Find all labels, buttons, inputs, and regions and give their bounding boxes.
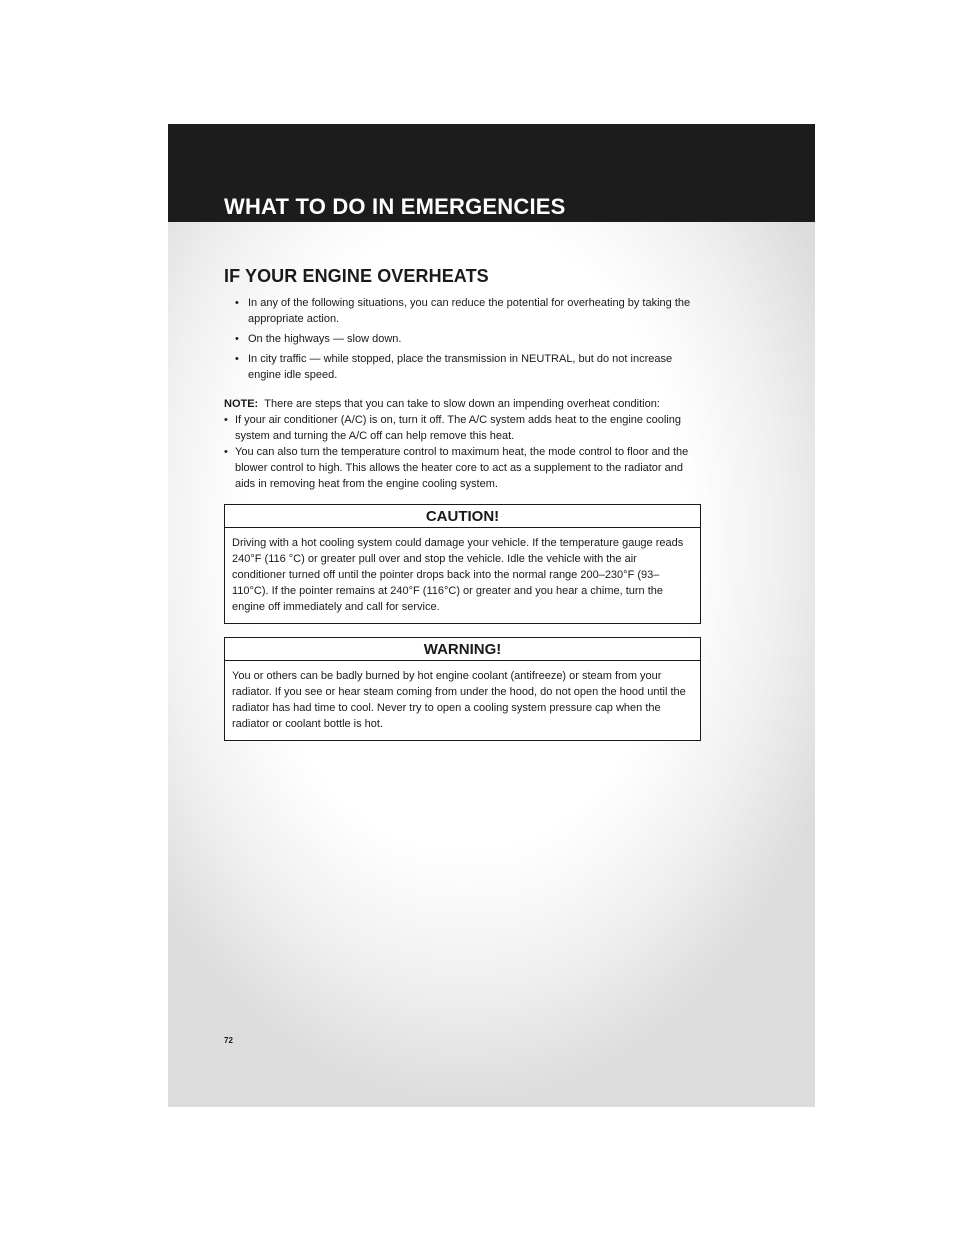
page-number: 72	[224, 1036, 233, 1045]
warning-title: WARNING!	[225, 638, 700, 661]
list-item: • If your air conditioner (A/C) is on, turn it off. The A/C system adds heat to the engine cooling system and turning the A/C off can help remove this heat.	[224, 412, 702, 444]
header-band	[168, 124, 815, 222]
caution-body: Driving with a hot cooling system could damage your vehicle. If the temperature gauge reads 240°F (116 °C) or greater pull over and stop the vehicle. Idle the vehicle with the air conditioner turned off until the pointer drops back into the normal range 200–230°F (93–110°C). If the pointer remains at 240°F (116°C) or greater and you hear a chime, turn the engine off immediately and call for service.	[232, 537, 684, 613]
topic-heading: IF YOUR ENGINE OVERHEATS	[224, 266, 489, 286]
note-paragraph	[224, 396, 702, 412]
note-label: NOTE:	[224, 398, 259, 410]
manual-page	[168, 124, 815, 1107]
list-item: • In any of the following situations, you can reduce the potential for overheating by taking the appropriate action.	[235, 295, 702, 327]
caution-title: CAUTION!	[225, 505, 700, 528]
warning-box	[224, 637, 701, 741]
caution-box	[224, 504, 701, 624]
note-text: There are steps that you can take to slow down an impending overheat condition:	[264, 398, 660, 410]
overheat-bullet-list	[224, 295, 702, 383]
list-item: • You can also turn the temperature control to maximum heat, the mode control to floor and the blower control to high. This allows the heater core to act as a supplement to the radiator and aids in removing heat from the engine cooling system.	[224, 444, 702, 492]
page-content	[224, 266, 702, 741]
list-item: • In city traffic — while stopped, place the transmission in NEUTRAL, but do not increase engine idle speed.	[235, 351, 702, 383]
note-bullet-list	[224, 412, 702, 492]
list-item: • On the highways — slow down.	[235, 331, 702, 347]
warning-body: You or others can be badly burned by hot engine coolant (antifreeze) or steam from your radiator. If you see or hear steam coming from under the hood, do not open the hood until the radiator has had time to cool. Never try to open a cooling system pressure cap when the radiator or coolant bottle is hot.	[232, 670, 686, 730]
section-title: WHAT TO DO IN EMERGENCIES	[224, 194, 566, 219]
